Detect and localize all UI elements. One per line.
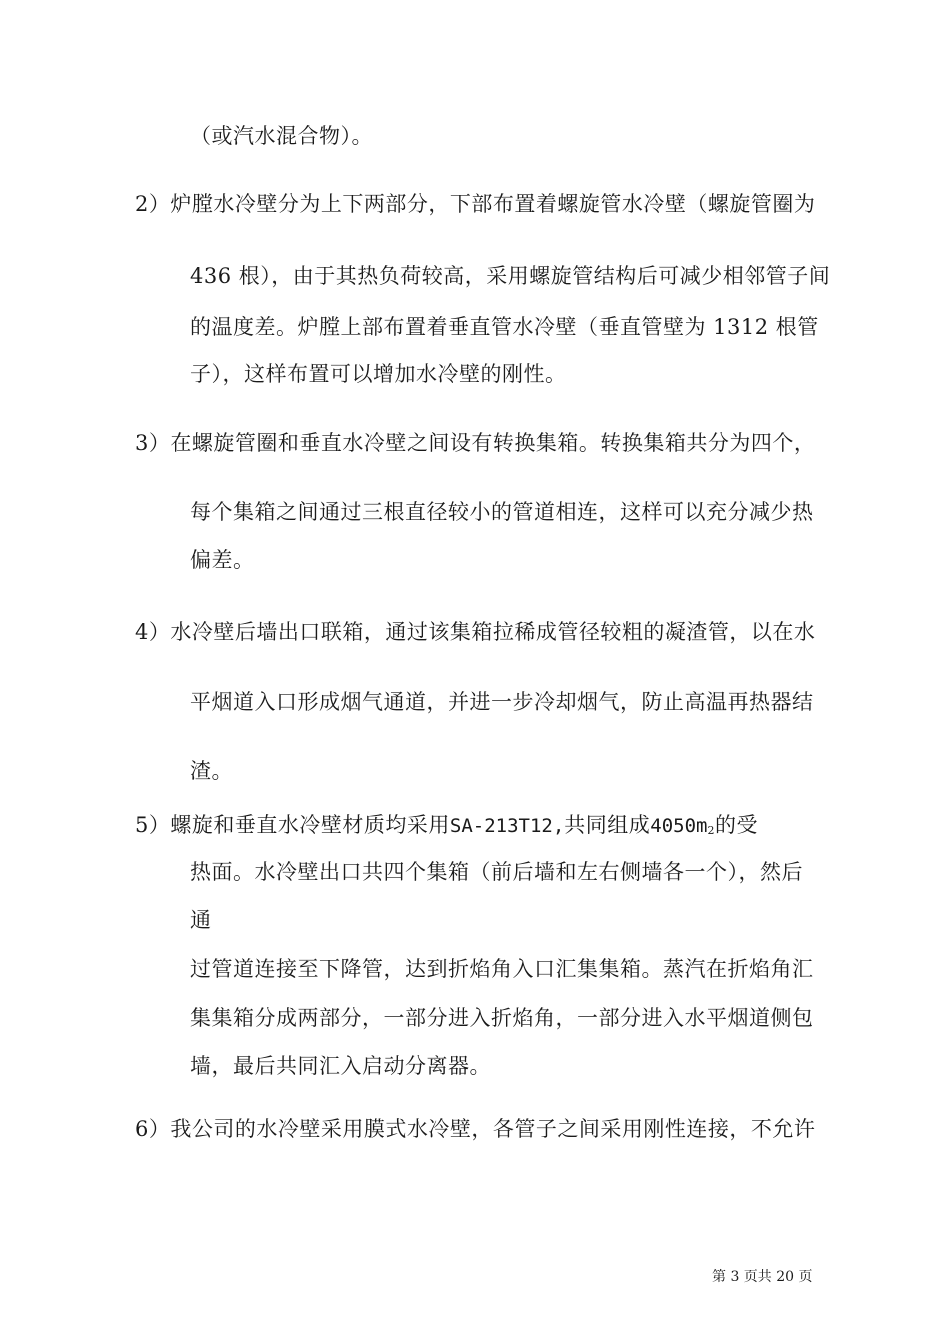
list-item-4: 4）水冷壁后墙出口联箱，通过该集箱拉稀成管径较粗的凝渣管，以在水 bbox=[135, 620, 816, 644]
text-line: 渣。 bbox=[190, 759, 233, 783]
list-item-6: 6）我公司的水冷壁采用膜式水冷壁，各管子之间采用刚性连接，不允许 bbox=[135, 1117, 816, 1141]
text-line: 的温度差。炉膛上部布置着垂直管水冷壁（垂直管壁为 1312 根管 bbox=[190, 315, 819, 339]
superscript-2: 2 bbox=[707, 824, 715, 837]
text-line: 集集箱分成两部分，一部分进入折焰角，一部分进入水平烟道侧包 bbox=[190, 1006, 814, 1030]
text-segment: 共同组成 bbox=[564, 813, 651, 837]
list-item-5 bbox=[135, 811, 758, 845]
text-line: 偏差。 bbox=[190, 548, 255, 572]
text-line: 过管道连接至下降管，达到折焰角入口汇集集箱。蒸汽在折焰角汇 bbox=[190, 957, 814, 981]
text-segment: 的受 bbox=[714, 813, 758, 837]
list-item-3: 3）在螺旋管圈和垂直水冷壁之间设有转换集箱。转换集箱共分为四个， bbox=[135, 431, 816, 455]
area-value: 4050m bbox=[650, 815, 708, 837]
text-line: 每个集箱之间通过三根直径较小的管道相连，这样可以充分减少热 bbox=[190, 500, 814, 524]
text-line: 436 根），由于其热负荷较高，采用螺旋管结构后可减少相邻管子间 bbox=[190, 264, 831, 288]
text-line: 热面。水冷壁出口共四个集箱（前后墙和左右侧墙各一个），然后 bbox=[190, 860, 803, 884]
text-segment: 5）螺旋和垂直水冷壁材质均采用 bbox=[135, 813, 450, 837]
text-line: 墙，最后共同汇入启动分离器。 bbox=[190, 1054, 491, 1078]
text-line: 通 bbox=[190, 908, 212, 932]
list-item-2: 2）炉膛水冷壁分为上下两部分，下部布置着螺旋管水冷壁（螺旋管圈为 bbox=[135, 192, 816, 216]
text-line: （或汽水混合物）。 bbox=[190, 124, 373, 148]
page-footer: 第 3 页共 20 页 bbox=[712, 1269, 813, 1285]
text-line: 平烟道入口形成烟气通道，并进一步冷却烟气，防止高温再热器结 bbox=[190, 690, 814, 714]
text-line: 子），这样布置可以增加水冷壁的刚性。 bbox=[190, 362, 567, 386]
material-code: SA-213T12, bbox=[449, 815, 565, 837]
